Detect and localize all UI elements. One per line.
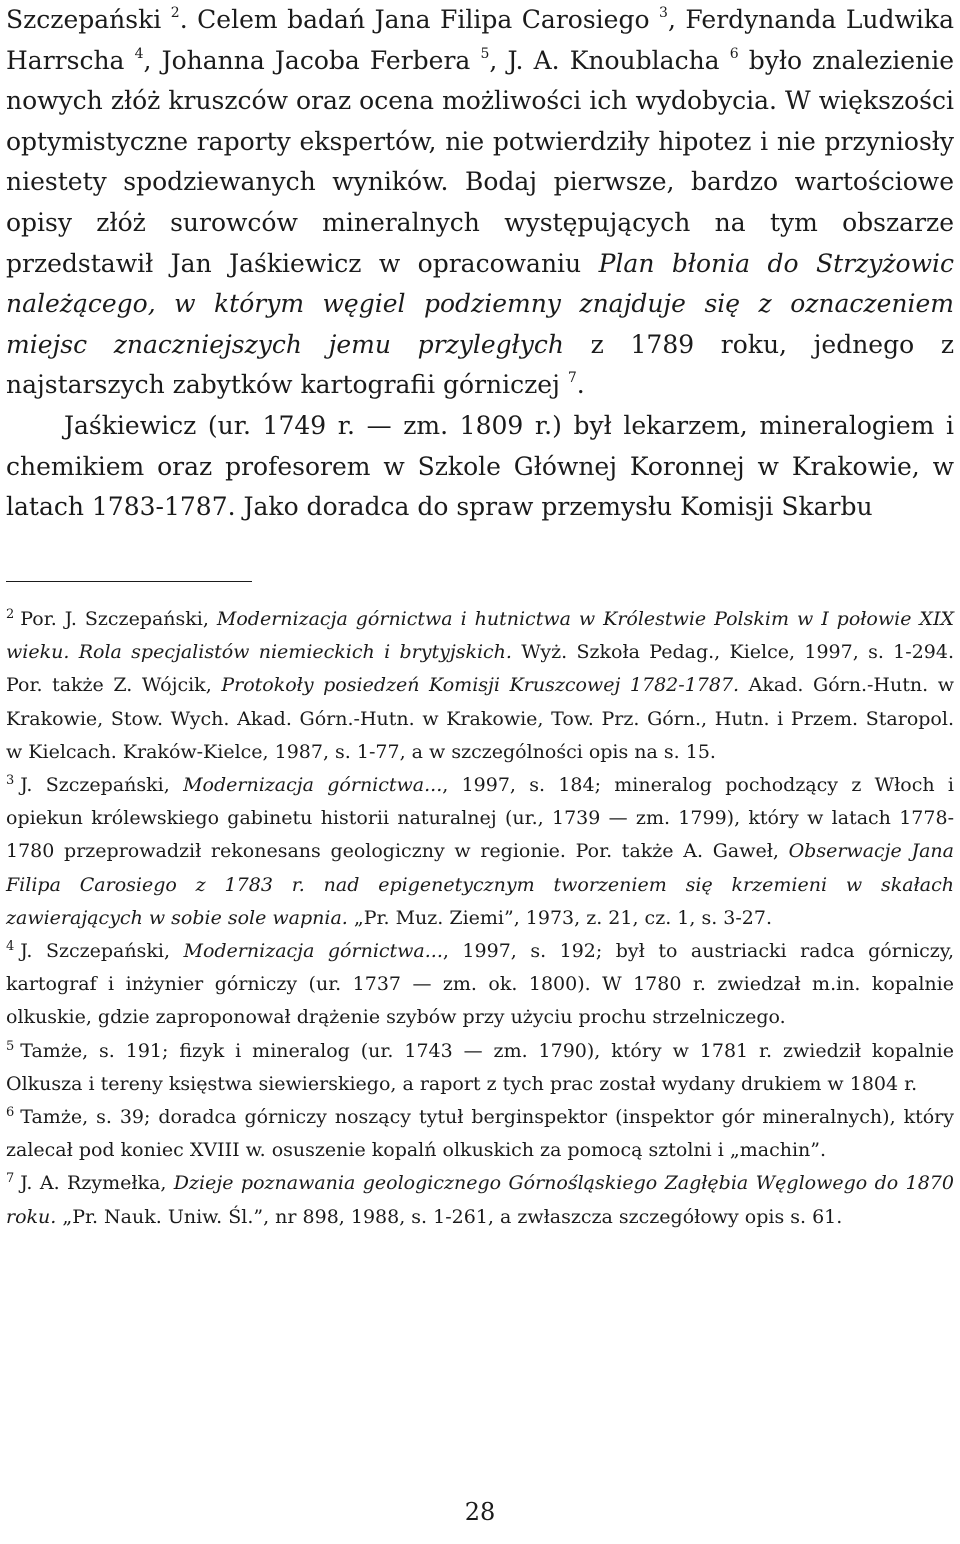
- footnote-separator: [6, 581, 252, 582]
- footnote-number: 7: [6, 1171, 15, 1187]
- footnote-ref-6[interactable]: 6: [729, 45, 739, 62]
- paragraph-1: Szczepański $^2$. Celem badań Jana Filipa Carosiego $^3$, Ferdynanda Ludwika Harrscha $^4$, Johanna Jacoba Ferbera $^5$, J. A. Knoublacha $^6$ było znalezienie nowych złóż kruszców oraz ocena możliwości ich wydobycia. W większości optymistyczne raporty ekspertów, nie potwierdziły hipotez i nie przyniosły niestety spodziewanych wyników. Bodaj pierwsze, bardzo wartościowe opisy złóż surowców mineralnych występujących na tym obszarze przedstawił Jan Jaśkiewicz w opracowaniu Plan błonia do Strzyżowic należącego, w którym węgiel podziemny znajduje się z oznaczeniem miejsc znaczniejszych jemu przyległych z 1789 roku, jednego z najstarszych zabytków kartografii górniczej $^7$.: [6, 5, 955, 400]
- footnote-number: 6: [6, 1105, 15, 1121]
- footnote-3: $^3$ J. Szczepański, Modernizacja górnictwa..., 1997, s. 184; mineralog pochodzący z Włoch i opiekun królewskiego gabinetu historii naturalnej (ur., 1739 — zm. 1799), który w latach 1778-1780 przeprowadził rekonesans geologiczny w regionie. Por. także A. Gaweł, Obserwacje Jana Filipa Carosiego z 1783 r. nad epigenetycznym tworzeniem się krzemieni w skałach zawierających w sobie sole wapnia. „Pr. Muz. Ziemi”, 1973, z. 21, cz. 1, s. 3-27.: [6, 773, 954, 929]
- footnote-number: 5: [6, 1038, 15, 1054]
- page-number: 28: [464, 1498, 496, 1526]
- footnote-number: 4: [6, 939, 15, 955]
- footnote-6: $^6$ Tamże, s. 39; doradca górniczy noszący tytuł berginspektor (inspektor gór mineralnych), który zalecał pod koniec XVIII w. osuszenie kopalń olkuskich za pomocą sztolni i „machin”.: [6, 1105, 954, 1162]
- footnote-2: $^2$ Por. J. Szczepański, Modernizacja górnictwa i hutnictwa w Królestwie Polskim w I połowie XIX wieku. Rola specjalistów niemieckich i brytyjskich. Wyż. Szkoła Pedag., Kielce, 1997, s. 1-294. Por. także Z. Wójcik, Protokoły posiedzeń Komisji Kruszcowej 1782-1787. Akad. Górn.-Hutn. w Krakowie, Stow. Wych. Akad. Górn.-Hutn. w Krakowie, Tow. Prz. Górn., Hutn. i Przem. Staropol. w Kielcach. Kraków-Kielce, 1987, s. 1-77, a w szczególności opis na s. 15.: [6, 607, 954, 763]
- footnote-4: $^4$ J. Szczepański, Modernizacja górnictwa..., 1997, s. 192; był to austriacki radca górniczy, kartograf i inżynier górniczy (ur. 1737 — zm. ok. 1800). W 1780 r. zwiedzał m.in. kopalnie olkuskie, gdzie zaproponował drążenie szybów przy użyciu prochu strzelniczego.: [6, 939, 955, 1029]
- document-page: [6, 0, 954, 1544]
- footnote-7: $^7$ J. A. Rzymełka, Dzieje poznawania geologicznego Górnośląskiego Zagłębia Węglowego do 1870 roku. „Pr. Nauk. Uniw. Śl.”, nr 898, 1988, s. 1-261, a zwłaszcza szczegółowy opis s. 61.: [6, 1171, 954, 1228]
- footnote-ref-3[interactable]: 3: [659, 5, 668, 21]
- footnote-number: 3: [6, 773, 15, 789]
- footnote-ref-2[interactable]: 2: [170, 5, 180, 21]
- footnote-ref-4[interactable]: 4: [134, 45, 144, 62]
- footnotes: [6, 603, 954, 1234]
- footnote-5: $^5$ Tamże, s. 191; fizyk i mineralog (ur. 1743 — zm. 1790), który w 1781 r. zwiedził kopalnie Olkusza i tereny księstwa siewierskiego, a raport z tych prac został wydany drukiem w 1804 r.: [6, 1038, 954, 1095]
- main-text: [6, 0, 954, 528]
- footnote-number: 2: [6, 607, 15, 622]
- footnote-ref-5[interactable]: 5: [480, 45, 490, 62]
- map-title: Plan błonia do Strzyżowic należącego, w którym węgiel podziemny znajduje się z oznaczeniem miejsc znaczniejszych jemu przyległych: [6, 248, 955, 359]
- paragraph-2: Jaśkiewicz (ur. 1749 r. — zm. 1809 r.) był lekarzem, mineralogiem i chemikiem oraz profesorem w Szkole Głównej Koronnej w Krakowie, w latach 1783-1787. Jako doradca do spraw przemysłu Komisji Skarbu: [6, 410, 954, 522]
- footnote-ref-7[interactable]: 7: [567, 370, 577, 387]
